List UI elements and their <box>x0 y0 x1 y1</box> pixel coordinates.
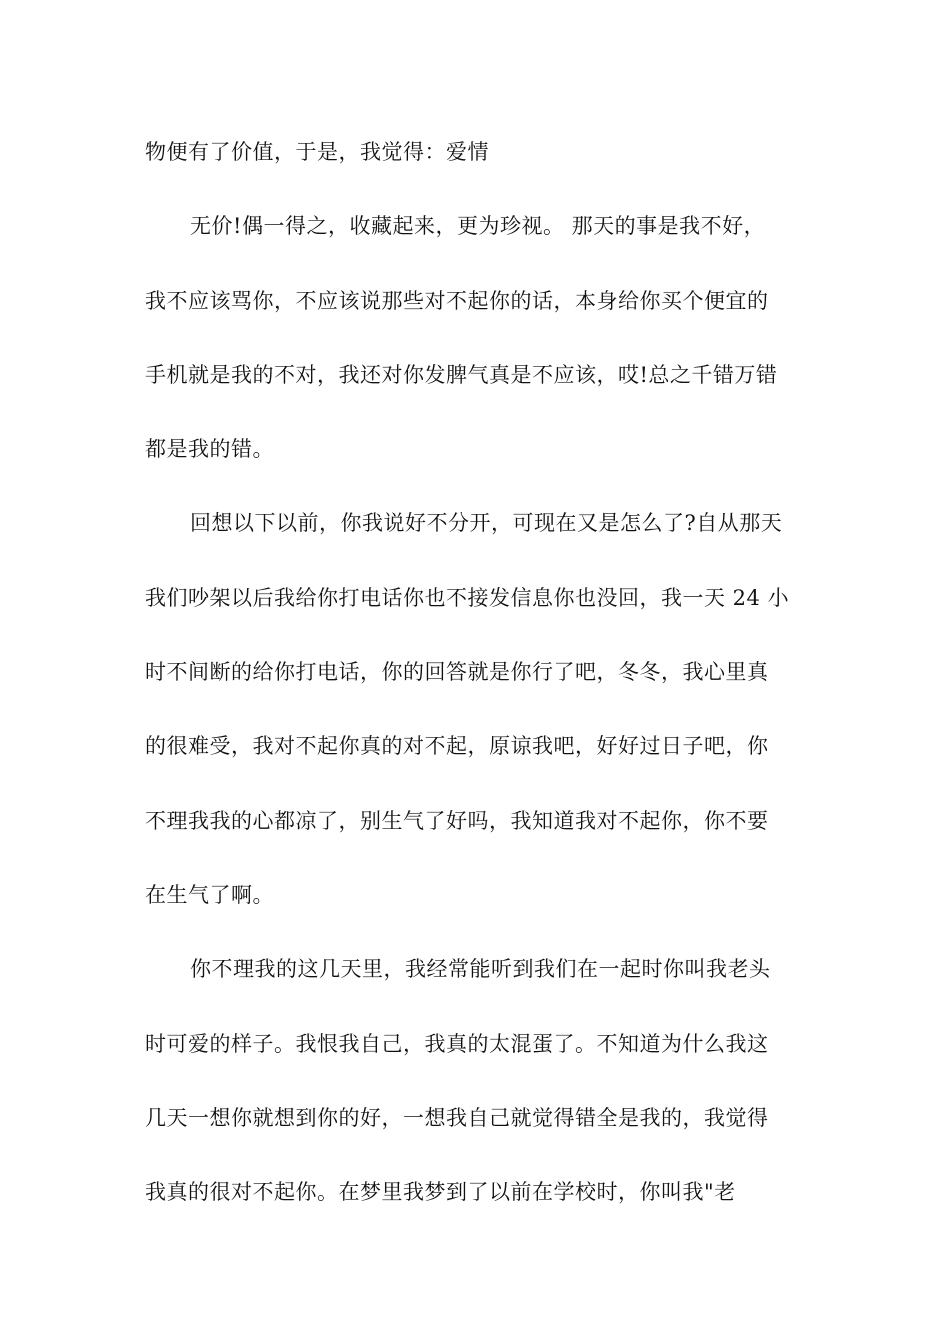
text-line: 我不应该骂你，不应该说那些对不起你的话，本身给你买个便宜的 <box>145 288 769 313</box>
text-line: 都是我的错。 <box>145 437 274 462</box>
text-line: 物便有了价值，于是，我觉得：爱情 <box>145 140 489 164</box>
text-line: 不理我我的心都凉了，别生气了好吗，我知道我对不起你，你不要 <box>145 808 769 833</box>
paragraph-start-line: 你不理我的这几天里，我经常能听到我们在一起时你叫我老头 <box>190 957 771 982</box>
text-line: 手机就是我的不对，我还对你发脾气真是不应该，哎!总之千错万错 <box>145 362 778 387</box>
text-line: 的很难受，我对不起你真的对不起，原谅我吧，好好过日子吧，你 <box>145 734 769 759</box>
text-line: 时不间断的给你打电话，你的回答就是你行了吧，冬冬，我心里真 <box>145 660 769 685</box>
body-text <box>145 128 805 1242</box>
text-line: 我真的很对不起你。在梦里我梦到了以前在学校时，你叫我"老 <box>145 1180 736 1205</box>
paragraph-start-line: 回想以下以前，你我说好不分开，可现在又是怎么了?自从那天 <box>190 511 783 536</box>
paragraph-start-line: 无价!偶一得之，收藏起来，更为珍视。 那天的事是我不好， <box>190 214 766 239</box>
text-line: 我们吵架以后我给你打电话你也不接发信息你也没回，我一天 24 小 <box>145 585 790 610</box>
text-line: 几天一想你就想到你的好，一想我自己就觉得错全是我的，我觉得 <box>145 1105 769 1130</box>
text-line: 在生气了啊。 <box>145 882 274 907</box>
text-line: 时可爱的样子。我恨我自己，我真的太混蛋了。不知道为什么我这 <box>145 1031 769 1056</box>
